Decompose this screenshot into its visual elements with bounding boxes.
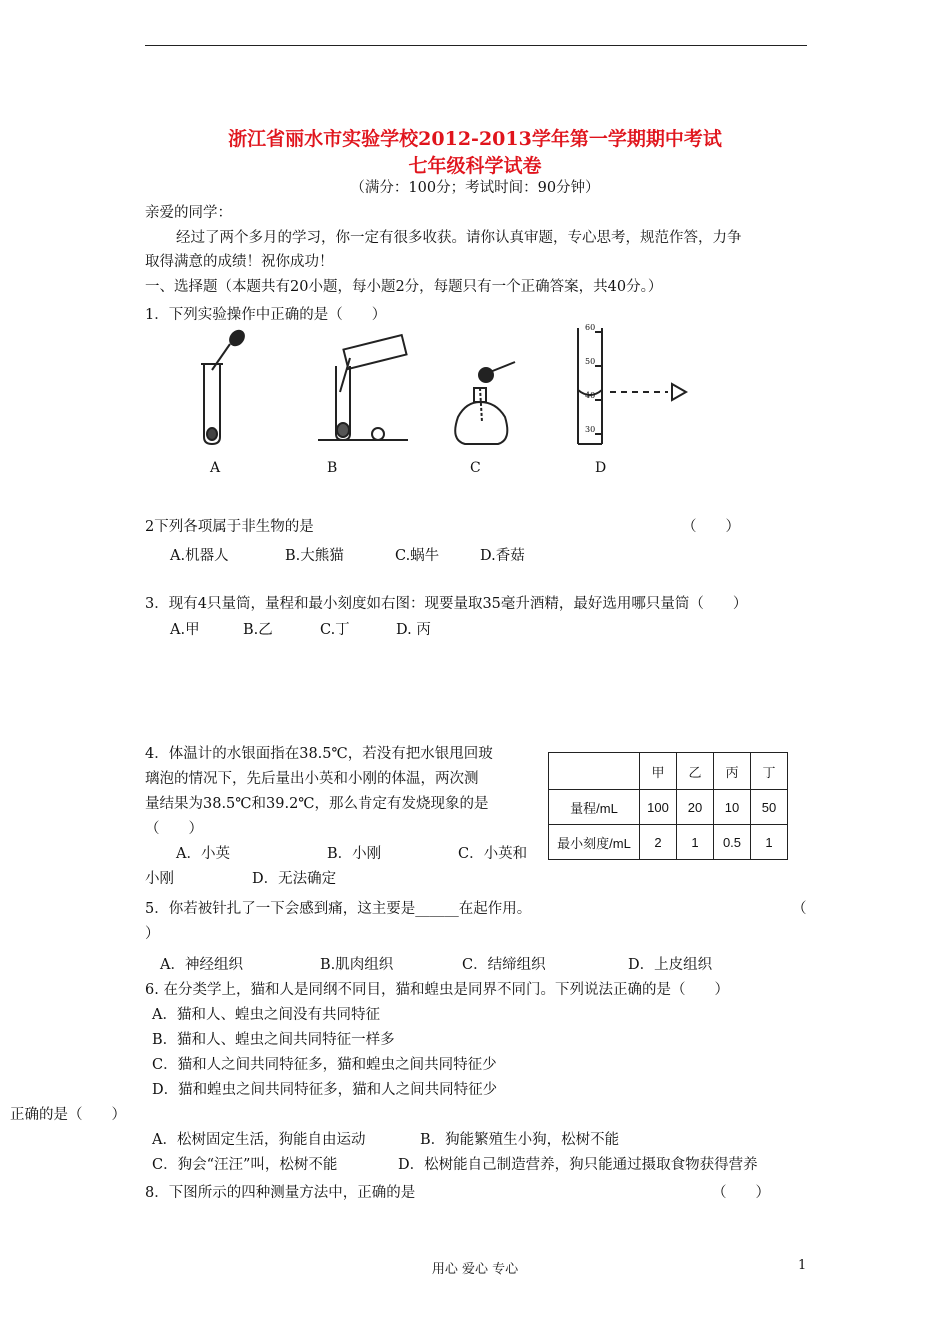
table-header-bing: 丙 [714, 753, 751, 790]
table-cell: 50 [751, 790, 788, 825]
alcohol-lamp-icon [455, 362, 515, 444]
q6-option-b: B．猫和人、蝗虫之间共同特征一样多 [152, 1032, 395, 1048]
question-4-line-1: 4．体温计的水银面指在38.5℃，若没有把水银甩回玻 [145, 746, 493, 762]
q7-option-b: B．狗能繁殖生小狗，松树不能 [420, 1132, 620, 1148]
q2-option-c: C.蜗牛 [395, 548, 440, 564]
question-5-paren-open: （ [792, 901, 807, 917]
q4-option-c: C．小英和 [458, 846, 528, 862]
table-cell: 2 [640, 825, 677, 860]
q2-option-a: A.机器人 [170, 548, 229, 564]
title-line-1: 浙江省丽水市实验学校2012-2013学年第一学期期中考试 [228, 128, 722, 150]
q4-option-c-cont: 小刚 [145, 871, 174, 887]
q6-option-c: C．猫和人之间共同特征多，猫和蝗虫之间共同特征少 [152, 1057, 497, 1073]
q4-option-a: A．小英 [176, 846, 230, 862]
q3-option-c: C.丁 [320, 622, 350, 638]
q3-option-d: D. 丙 [396, 622, 431, 638]
q7-option-a: A．松树固定生活，狗能自由运动 [152, 1132, 366, 1148]
footer-motto: 用心 爱心 专心 [431, 1262, 519, 1277]
question-4-paren: （ ） [145, 821, 203, 837]
q1-label-b: B [327, 460, 338, 476]
q6-option-d: D．猫和蝗虫之间共同特征多，猫和人之间共同特征少 [152, 1082, 498, 1098]
table-cell: 0.5 [714, 825, 751, 860]
table-row-label: 最小刻度/mL [549, 825, 640, 860]
q1-label-a: A [210, 460, 221, 476]
q7-option-d: D．松树能自己制造营养，狗只能通过摄取食物获得营养 [398, 1157, 758, 1173]
question-3: 3．现有4只量筒，量程和最小刻度如右图：现要量取35毫升酒精，最好选用哪只量筒（ ） [145, 596, 748, 612]
question-2: 2下列各项属于非生物的是 [145, 519, 314, 535]
question-8-paren: （ ） [712, 1185, 770, 1201]
table-header-yi: 乙 [677, 753, 714, 790]
q1-label-d: D [595, 460, 607, 476]
header-rule [145, 45, 807, 46]
table-header-blank [549, 753, 640, 790]
q5-option-b: B.肌肉组织 [320, 957, 394, 973]
q3-option-b: B.乙 [243, 622, 273, 638]
title-line-2: 七年级科学试卷 [408, 155, 542, 177]
table-header-ding: 丁 [751, 753, 788, 790]
question-5: 5．你若被针扎了一下会感到痛，这主要是______在起作用。 [145, 901, 532, 917]
cylinder-spec-table [548, 752, 788, 860]
page-number: 1 [798, 1258, 807, 1273]
cylinder-tick-30: 30 [585, 425, 596, 434]
table-cell: 100 [640, 790, 677, 825]
q2-option-d: D.香菇 [480, 548, 525, 564]
question-4-line-3: 量结果为38.5℃和39.2℃，那么肯定有发烧现象的是 [145, 796, 489, 812]
q4-option-d: D．无法确定 [252, 871, 337, 887]
cylinder-tick-60: 60 [585, 323, 596, 332]
q5-option-a: A．神经组织 [160, 957, 243, 973]
q5-option-d: D．上皮组织 [628, 957, 713, 973]
intro-line-1: 经过了两个多月的学习，你一定有很多收获。请你认真审题，专心思考，规范作答，力争 [176, 230, 742, 246]
table-header-jia: 甲 [640, 753, 677, 790]
subtitle: （满分：100分；考试时间：90分钟） [350, 180, 600, 196]
q4-option-b: B．小刚 [327, 846, 382, 862]
q6-option-a: A．猫和人、蝗虫之间没有共同特征 [152, 1007, 380, 1023]
question-5-paren-close: ） [145, 926, 160, 942]
table-cell: 20 [677, 790, 714, 825]
q1-lab-figure [190, 322, 710, 452]
q2-option-b: B.大熊猫 [285, 548, 344, 564]
question-4-line-2: 璃泡的情况下，先后量出小英和小刚的体温，两次测 [145, 771, 479, 787]
q1-label-c: C [470, 460, 481, 476]
cylinder-tick-50: 50 [585, 357, 596, 366]
cylinder-tick-40: 40 [585, 391, 596, 400]
pouring-liquid-icon [318, 335, 408, 440]
question-1: 1．下列实验操作中正确的是（ ） [145, 307, 387, 323]
question-7-stem: 正确的是（ ） [10, 1107, 126, 1123]
question-2-paren: （ ） [682, 519, 740, 535]
intro-line-2: 取得满意的成绩！祝你成功！ [145, 254, 334, 270]
table-row-label: 量程/mL [549, 790, 640, 825]
section-1-heading: 一、选择题（本题共有20小题，每小题2分，每题只有一个正确答案，共40分。） [145, 279, 663, 295]
table-cell: 1 [677, 825, 714, 860]
q3-option-a: A.甲 [170, 622, 200, 638]
question-8: 8．下图所示的四种测量方法中，正确的是 [145, 1185, 416, 1201]
q5-option-c: C．结缔组织 [462, 957, 546, 973]
q7-option-c: C．狗会“汪汪”叫，松树不能 [152, 1157, 338, 1173]
greeting: 亲爱的同学： [145, 205, 232, 221]
table-cell: 1 [751, 825, 788, 860]
question-6: 6. 在分类学上，猫和人是同纲不同目，猫和蝗虫是同界不同门。下列说法正确的是（ ） [145, 982, 729, 998]
table-cell: 10 [714, 790, 751, 825]
test-tube-dropper-icon [201, 328, 247, 444]
